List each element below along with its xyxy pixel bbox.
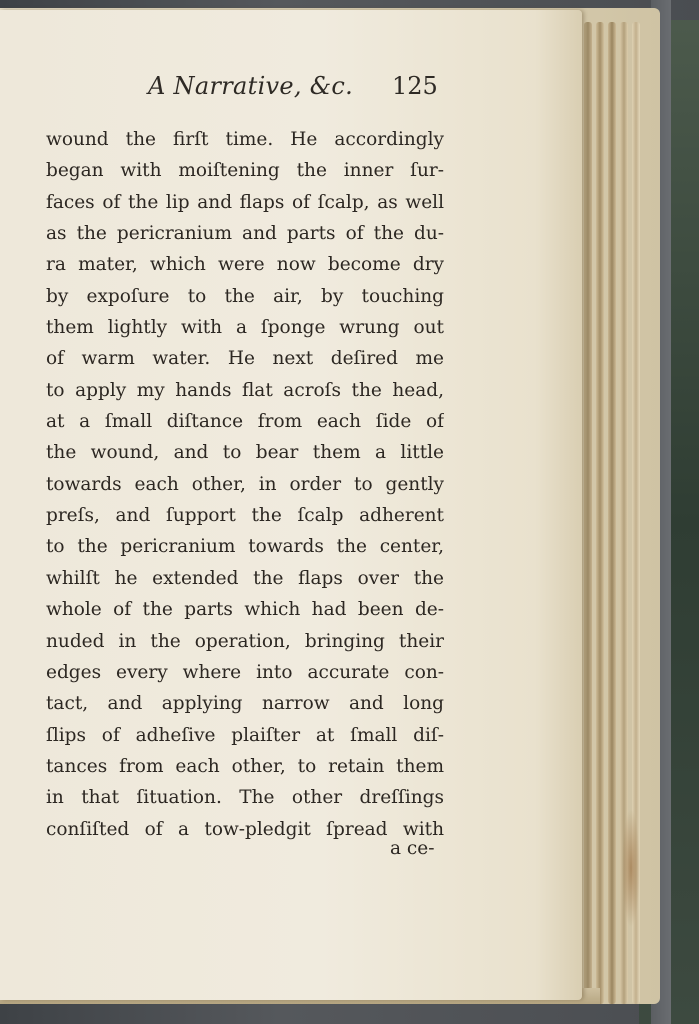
text-line: wound the firſt time. He accordingly: [46, 129, 444, 150]
text-line: nuded in the operation, bringing their: [46, 630, 444, 652]
page-edge: [608, 22, 616, 1004]
page-number: 125: [392, 72, 438, 100]
text-line: conſiſted of a tow-pledgit ſpread with: [46, 818, 444, 840]
text-line: faces of the lip and flaps of ſcalp, as well: [46, 191, 444, 213]
text-line: tact, and applying narrow and long: [46, 693, 444, 715]
text-line: them lightly with a ſponge wrung out: [46, 317, 444, 339]
text-line: whilſt he extended the flaps over the: [46, 567, 444, 589]
page-edge: [596, 22, 604, 1004]
page-edge: [584, 22, 592, 1004]
running-title: A Narrative, &c.: [148, 72, 354, 100]
text-line: in that ſituation. The other dreſſings: [46, 787, 444, 809]
page-stain: [622, 808, 640, 928]
text-line: tances from each other, to retain them: [46, 755, 444, 777]
text-line: edges every where into accurate con-: [46, 661, 444, 683]
text-line: as the pericranium and parts of the du-: [46, 223, 444, 245]
text-line: of warm water. He next deſired me: [46, 348, 444, 370]
text-line: ſlips of adheſive plaiſter at ſmall diſ-: [46, 724, 444, 746]
text-line: ra mater, which were now become dry: [46, 254, 444, 276]
text-line: whole of the parts which had been de-: [46, 599, 444, 621]
book-page: [0, 10, 582, 1000]
text-line: the wound, and to bear them a little: [46, 442, 444, 464]
text-line: preſs, and ſupport the ſcalp adherent: [46, 505, 444, 527]
catchword: a ce-: [390, 838, 435, 859]
body-text: [46, 124, 444, 845]
text-line: towards each other, in order to gently: [46, 473, 444, 495]
text-line: began with moiſtening the inner ſur-: [46, 160, 444, 182]
text-line: at a ſmall diſtance from each ſide of: [46, 411, 444, 433]
text-line: to the pericranium towards the center,: [46, 536, 444, 558]
text-line: to apply my hands flat acroſs the head,: [46, 379, 444, 401]
text-line: by expoſure to the air, by touching: [46, 285, 444, 307]
